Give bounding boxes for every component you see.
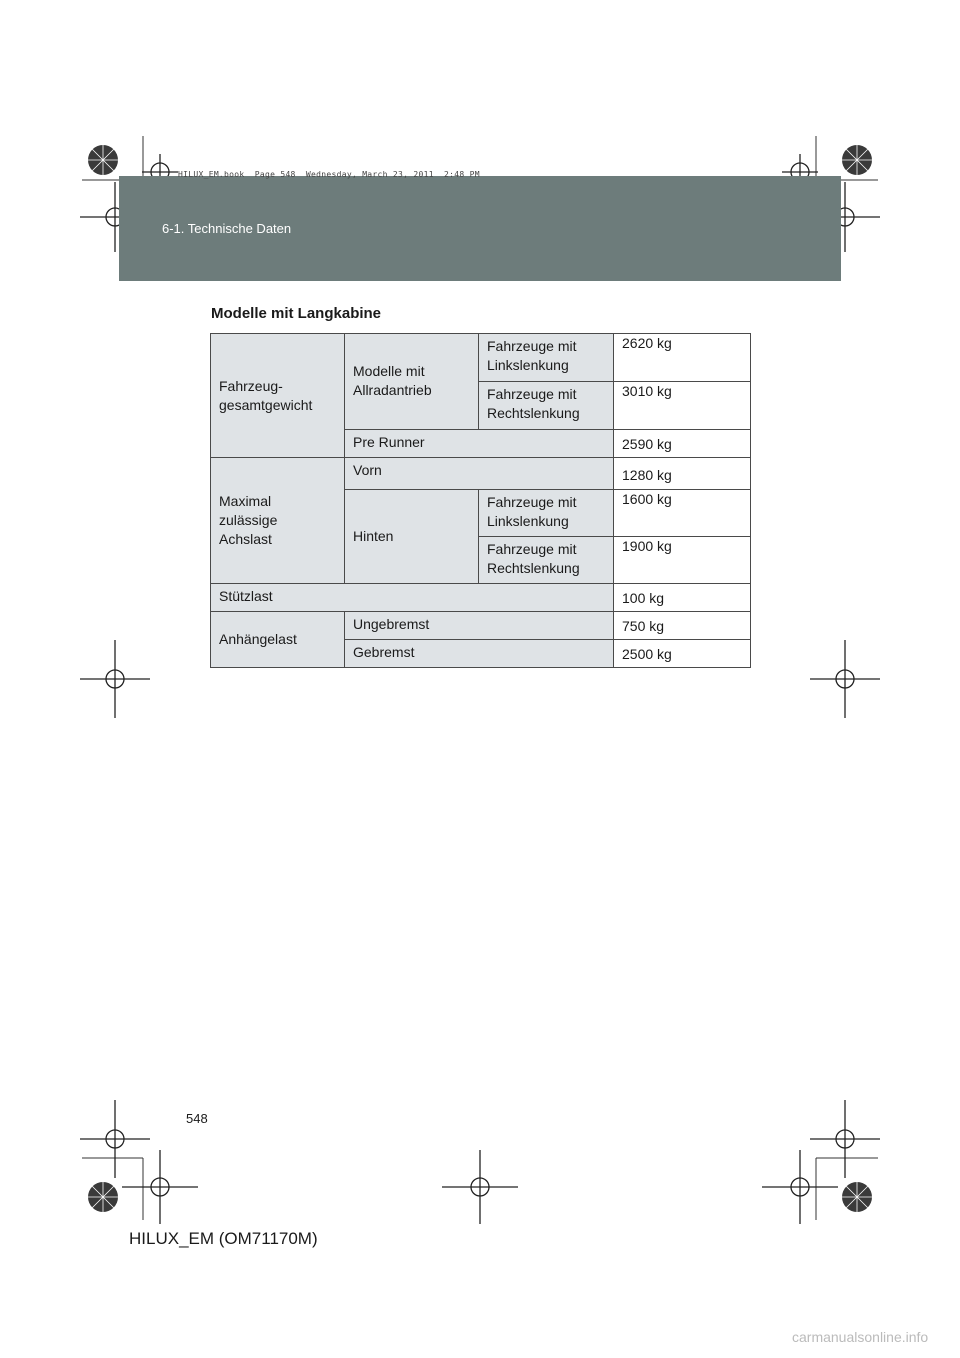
row-label-ungebremst: Ungebremst bbox=[345, 612, 614, 640]
starburst-icon bbox=[88, 145, 872, 1212]
row-label-stuetzlast: Stützlast bbox=[211, 584, 614, 612]
row-label-gebremst: Gebremst bbox=[345, 640, 614, 668]
value-cell: 100 kg bbox=[614, 584, 751, 612]
row-label-rechtslenkung: Fahrzeuge mit Rechtslenkung bbox=[479, 537, 614, 584]
registration-target-icon bbox=[80, 154, 880, 1224]
value-cell: 3010 kg bbox=[614, 382, 751, 430]
table-row bbox=[211, 584, 751, 612]
row-label-vorn: Vorn bbox=[345, 458, 614, 490]
specs-table bbox=[210, 333, 751, 668]
table-row bbox=[211, 334, 751, 382]
section-label: 6-1. Technische Daten bbox=[162, 221, 292, 236]
value-cell: 2620 kg bbox=[614, 334, 751, 382]
value-cell: 1600 kg bbox=[614, 490, 751, 537]
row-label-hinten: Hinten bbox=[345, 490, 479, 584]
row-label-fahrzeuggesamtgewicht: Fahrzeug- gesamtgewicht bbox=[211, 334, 345, 458]
table-row bbox=[211, 458, 751, 490]
row-label-linkslenkung: Fahrzeuge mit Linkslenkung bbox=[479, 334, 614, 382]
row-label-prerunner: Pre Runner bbox=[345, 430, 614, 458]
row-label-achslast: Maximal zulässige Achslast bbox=[211, 458, 345, 584]
value-cell: 1900 kg bbox=[614, 537, 751, 584]
table-row bbox=[211, 612, 751, 640]
watermark: carmanualsonline.info bbox=[792, 1329, 929, 1345]
book-stamp: HILUX_EM.book Page 548 Wednesday, March 23, 2011 2:48 PM bbox=[178, 170, 480, 179]
row-label-rechtslenkung: Fahrzeuge mit Rechtslenkung bbox=[479, 382, 614, 430]
model-code: HILUX_EM (OM71170M) bbox=[129, 1229, 318, 1248]
value-cell: 2500 kg bbox=[614, 640, 751, 668]
row-label-allrad: Modelle mit Allradantrieb bbox=[345, 334, 479, 430]
page-title: Modelle mit Langkabine bbox=[211, 305, 382, 322]
page-number: 548 bbox=[186, 1111, 208, 1126]
row-label-linkslenkung: Fahrzeuge mit Linkslenkung bbox=[479, 490, 614, 537]
value-cell: 2590 kg bbox=[614, 430, 751, 458]
row-label-anhaengelast: Anhängelast bbox=[211, 612, 345, 668]
value-cell: 1280 kg bbox=[614, 458, 751, 490]
value-cell: 750 kg bbox=[614, 612, 751, 640]
